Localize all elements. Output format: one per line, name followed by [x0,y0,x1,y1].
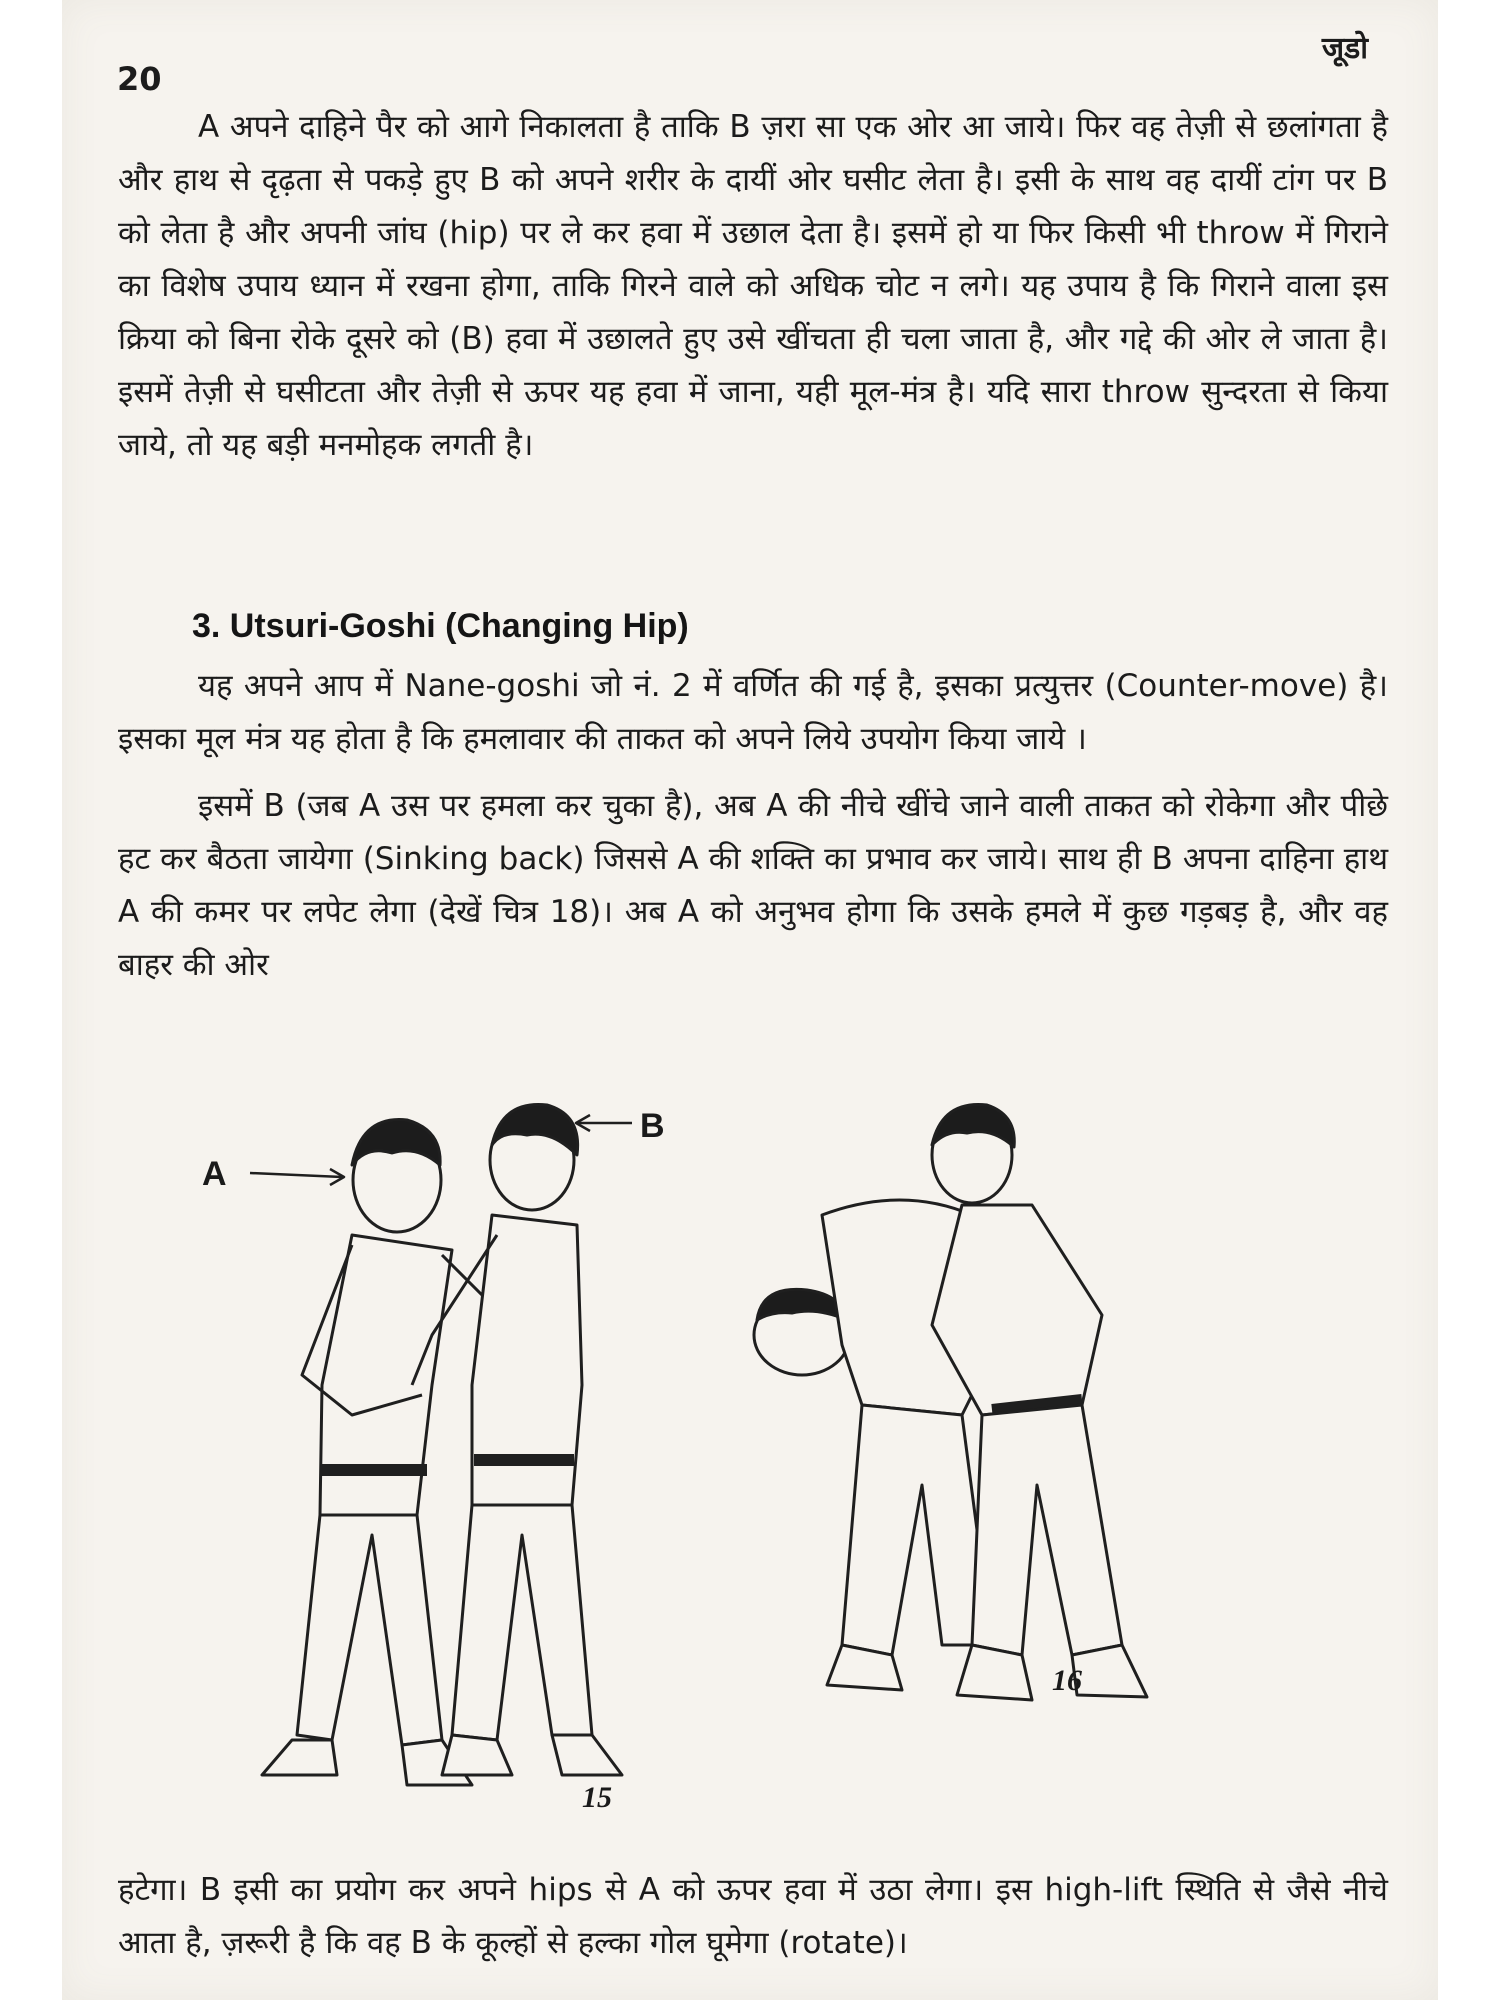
text-block-utsuri-goshi [118,660,1388,992]
text-block-continuation [118,1864,1388,1970]
figure-svg [202,1085,1438,1825]
section-heading: 3. Utsuri-Goshi (Changing Hip) [192,607,689,645]
figure-label-a: A [202,1155,227,1193]
book-page [62,0,1438,2000]
paragraph-2: यह अपने आप में Nane-goshi जो नं. 2 में वर्णित की गई है, इसका प्रत्युत्तर (Counter-move) है। इसका मूल मंत्र यह होता है कि हमलावार की ताकत को अपने लिये उपयोग किया जाये । [118,668,1388,757]
judoka-b [412,1105,622,1776]
text-block-intro [118,101,1388,472]
figure-16-drawing [754,1105,1147,1701]
figure-number-16: 16 [1052,1664,1082,1697]
figure-label-b: B [640,1107,665,1145]
figure-illustrations [202,1085,1438,1825]
figure-15-drawing [250,1105,632,1786]
arrow-to-a [250,1173,342,1177]
paragraph-1: A अपने दाहिने पैर को आगे निकालता है ताकि B ज़रा सा एक ओर आ जाये। फिर वह तेज़ी से छलांगता है और हाथ से दृढ़ता से पकड़े हुए B को अपने शरीर के दायीं ओर घसीट लेता है। इसी के साथ वह दायीं टांग पर B को लेता है और अपनी जांघ (hip) पर ले कर हवा में उछाल देता है। इसमें हो या फिर किसी भी throw में गिराने का विशेष उपाय ध्यान में रखना होगा, ताकि गिरने वाले को अधिक चोट न लगे। यह उपाय है कि गिराने वाला इस क्रिया को बिना रोके दूसरे को (B) हवा में उछालते हुए उसे खींचता ही चला जाता है, और गद्दे की ओर ले जाता है। इसमें तेज़ी से घसीटता और तेज़ी से ऊपर यह हवा में जाना, यही मूल-मंत्र है। यदि सारा throw सुन्दरता से किया जाये, तो यह बड़ी मनमोहक लगती है। [118,109,1388,463]
paragraph-4: हटेगा। B इसी का प्रयोग कर अपने hips से A को ऊपर हवा में उठा लेगा। इस high-lift स्थिति से जैसे नीचे आता है, ज़रूरी है कि वह B के कूल्हों से हल्का गोल घूमेगा (rotate)। [118,1872,1388,1961]
page-number: 20 [117,60,162,98]
paragraph-3: इसमें B (जब A उस पर हमला कर चुका है), अब A की नीचे खींचे जाने वाली ताकत को रोकेगा और पीछे हट कर बैठता जायेगा (Sinking back) जिससे A की शक्ति का प्रभाव कर जाये। साथ ही B अपना दाहिना हाथ A की कमर पर लपेट लेगा (देखें चित्र 18)। अब A को अनुभव होगा कि उसके हमले में कुछ गड़बड़ है, और वह बाहर की ओर [118,788,1388,983]
figure-number-15: 15 [582,1781,612,1814]
running-head: जूडो [1321,31,1368,66]
